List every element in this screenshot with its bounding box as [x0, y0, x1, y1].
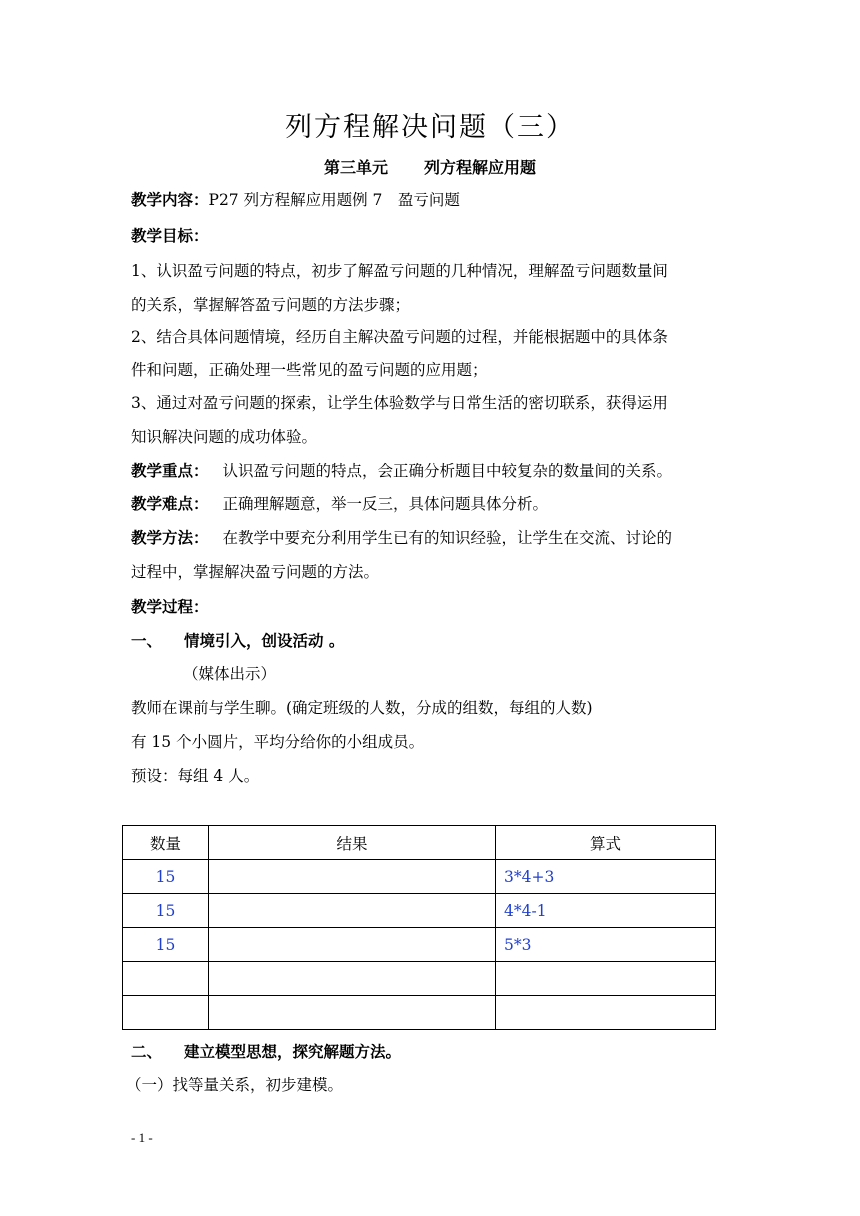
- method-label: 教学方法：: [131, 529, 209, 547]
- table-row: [123, 928, 716, 962]
- difficulty-line: [131, 492, 731, 516]
- page-number: - 1 -: [131, 1130, 153, 1145]
- document-title: 列方程解决问题（三）: [285, 112, 575, 143]
- table-cell-formula: [496, 996, 716, 1030]
- process-label: 教学过程：: [131, 598, 209, 616]
- section-1-title: 情境引入，创设活动 。: [184, 632, 345, 650]
- subsection-1-heading: （一）找等量关系，初步建模。: [126, 1076, 344, 1094]
- section-1-heading: [131, 629, 731, 653]
- topic-label: 列方程解应用题: [424, 158, 537, 177]
- content-line: [131, 188, 731, 212]
- teacher-line: 教师在课前与学生聊。(确定班级的人数，分成的组数，每组的人数): [131, 699, 593, 717]
- table-cell-formula: [496, 962, 716, 996]
- difficulty-value: 正确理解题意，举一反三，具体问题具体分析。: [222, 495, 549, 513]
- section-2-title: 建立模型思想，探究解题方法。: [184, 1043, 402, 1061]
- goal-line: 件和问题，正确处理一些常见的盈亏问题的应用题；: [131, 361, 488, 379]
- table-cell-result: [209, 860, 496, 894]
- goal-line: 3、通过对盈亏问题的探索，让学生体验数学与日常生活的密切联系，获得运用: [131, 394, 668, 412]
- document-subtitle: [0, 156, 860, 180]
- table-cell-quantity: [123, 962, 209, 996]
- goals-label: 教学目标：: [131, 227, 209, 245]
- table-header-row: [123, 826, 716, 860]
- table-cell-result: [209, 962, 496, 996]
- difficulty-label: 教学难点：: [131, 495, 209, 513]
- table-cell-quantity: 15: [123, 894, 209, 928]
- goal-line: 1、认识盈亏问题的特点，初步了解盈亏问题的几种情况，理解盈亏问题数量间: [131, 262, 668, 280]
- data-table: [122, 825, 716, 1030]
- content-label: 教学内容：: [131, 191, 209, 209]
- goal-line: 知识解决问题的成功体验。: [131, 428, 318, 446]
- media-note: （媒体出示）: [183, 665, 277, 683]
- table-cell-quantity: 15: [123, 860, 209, 894]
- table-cell-result: [209, 928, 496, 962]
- table-row: [123, 996, 716, 1030]
- section-2-heading: [131, 1040, 731, 1064]
- circles-line: 有 15 个小圆片，平均分给你的小组成员。: [131, 733, 425, 751]
- table-row: [123, 894, 716, 928]
- table-row: [123, 962, 716, 996]
- method-line: [131, 526, 731, 550]
- key-point-line: [131, 459, 731, 483]
- table-cell-result: [209, 996, 496, 1030]
- table-cell-formula: 4*4-1: [496, 894, 716, 928]
- goal-line: 的关系，掌握解答盈亏问题的方法步骤；: [131, 296, 411, 314]
- goal-line: 2、结合具体问题情境，经历自主解决盈亏问题的过程，并能根据题中的具体条: [131, 328, 668, 346]
- content-value: P27 列方程解应用题例 7 盈亏问题: [208, 191, 460, 209]
- table-cell-formula: 5*3: [496, 928, 716, 962]
- section-2-number: 二、: [131, 1043, 163, 1061]
- table-header-cell: 结果: [209, 826, 496, 860]
- media-line: [131, 662, 731, 686]
- table-header-cell: 数量: [123, 826, 209, 860]
- section-1-number: 一、: [131, 632, 163, 650]
- table-header-cell: 算式: [496, 826, 716, 860]
- preset-line: 预设：每组 4 人。: [131, 767, 260, 785]
- method-line-continued: 过程中，掌握解决盈亏问题的方法。: [131, 563, 380, 581]
- key-point-label: 教学重点：: [131, 462, 209, 480]
- method-value: 在教学中要充分利用学生已有的知识经验，让学生在交流、讨论的: [222, 529, 673, 547]
- unit-label: 第三单元: [323, 158, 388, 177]
- table-cell-quantity: 15: [123, 928, 209, 962]
- key-point-value: 认识盈亏问题的特点，会正确分析题目中较复杂的数量间的关系。: [222, 462, 673, 480]
- table-cell-result: [209, 894, 496, 928]
- table-cell-formula: 3*4+3: [496, 860, 716, 894]
- table-cell-quantity: [123, 996, 209, 1030]
- table-row: [123, 860, 716, 894]
